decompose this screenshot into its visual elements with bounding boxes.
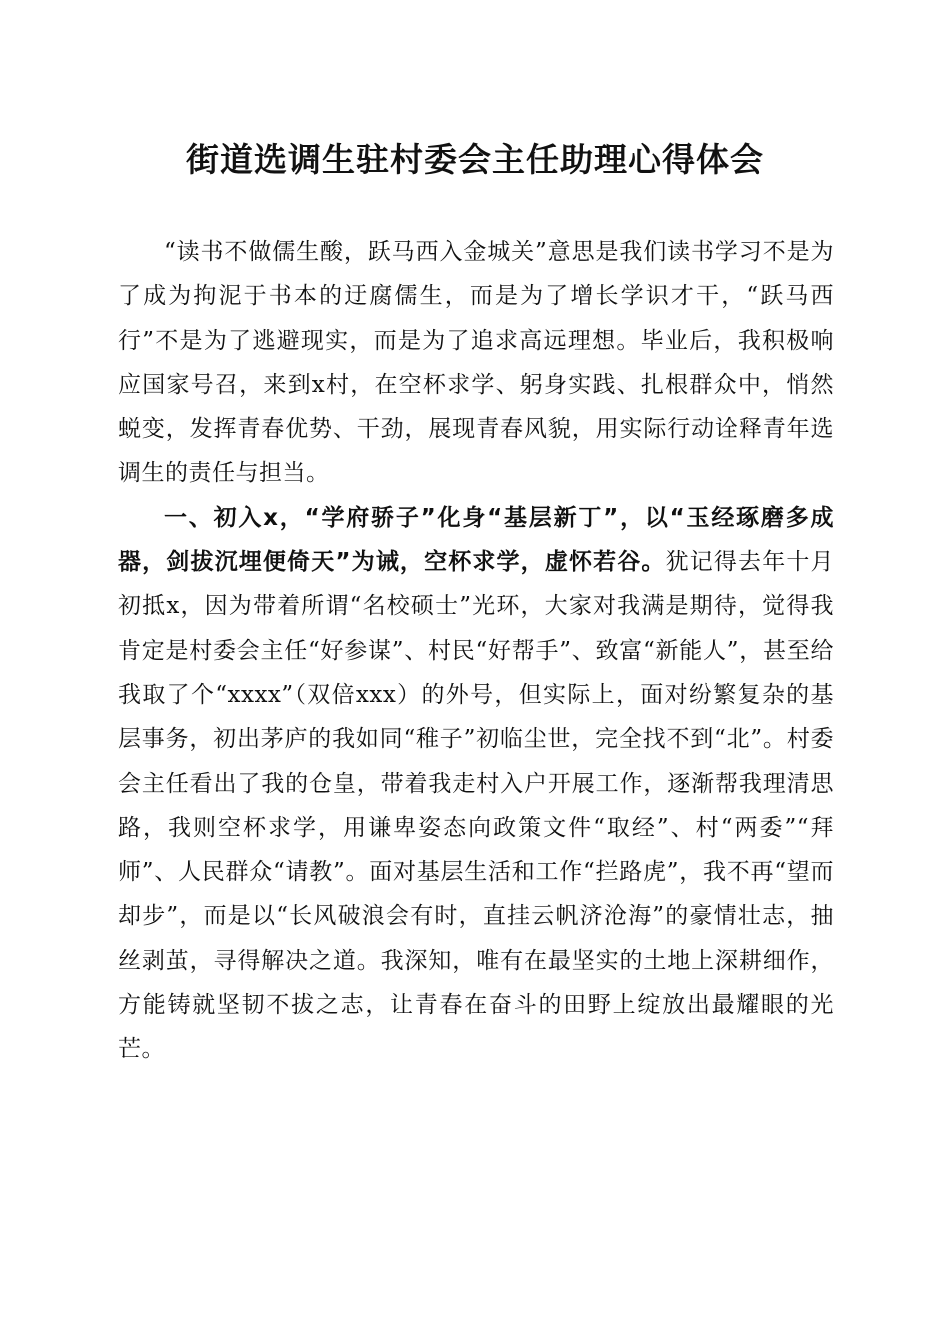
section-1-body: 犹记得去年十月初抵x，因为带着所谓“名校硕士”光环，大家对我满是期待，觉得我肯定是村委会主任“好参谋”、村民“好帮手”、致富“新能人”，甚至给我取了个“xxxx”（双倍xxx）的外号，但实际上，面对纷繁复杂的基层事务，初出茅庐的我如同“稚子”初临尘世，完全找不到“北”。村委会主任看出了我的仓皇，带着我走村入户开展工作，逐渐帮我理清思路，我则空杯求学，用谦卑姿态向政策文件“取经”、村“两委”“拜师”、人民群众“请教”。面对基层生活和工作“拦路虎”，我不再“望而却步”，而是以“长风破浪会有时，直挂云帆济沧海”的豪情壮志，抽丝剥茧，寻得解决之道。我深知，唯有在最坚实的土地上深耕细作，方能铸就坚韧不拔之志，让青春在奋斗的田野上绽放出最耀眼的光芒。	[118, 549, 834, 1063]
document-body	[118, 230, 834, 1072]
section-1-paragraph	[118, 496, 834, 1072]
document-title: 街道选调生驻村委会主任助理心得体会	[186, 140, 764, 179]
section-1-heading: 一、初入x，“学府骄子”化身“基层新丁”，以“玉经琢磨多成器，剑拔沉埋便倚天”为诫，空杯求学，虚怀若谷。	[118, 504, 834, 576]
intro-paragraph: “读书不做儒生酸，跃马西入金城关”意思是我们读书学习不是为了成为拘泥于书本的迂腐儒生，而是为了增长学识才干，“跃马西行”不是为了逃避现实，而是为了追求高远理想。毕业后，我积极响应国家号召，来到x村，在空杯求学、躬身实践、扎根群众中，悄然蜕变，发挥青春优势、干劲，展现青春风貌，用实际行动诠释青年选调生的责任与担当。	[118, 239, 834, 487]
